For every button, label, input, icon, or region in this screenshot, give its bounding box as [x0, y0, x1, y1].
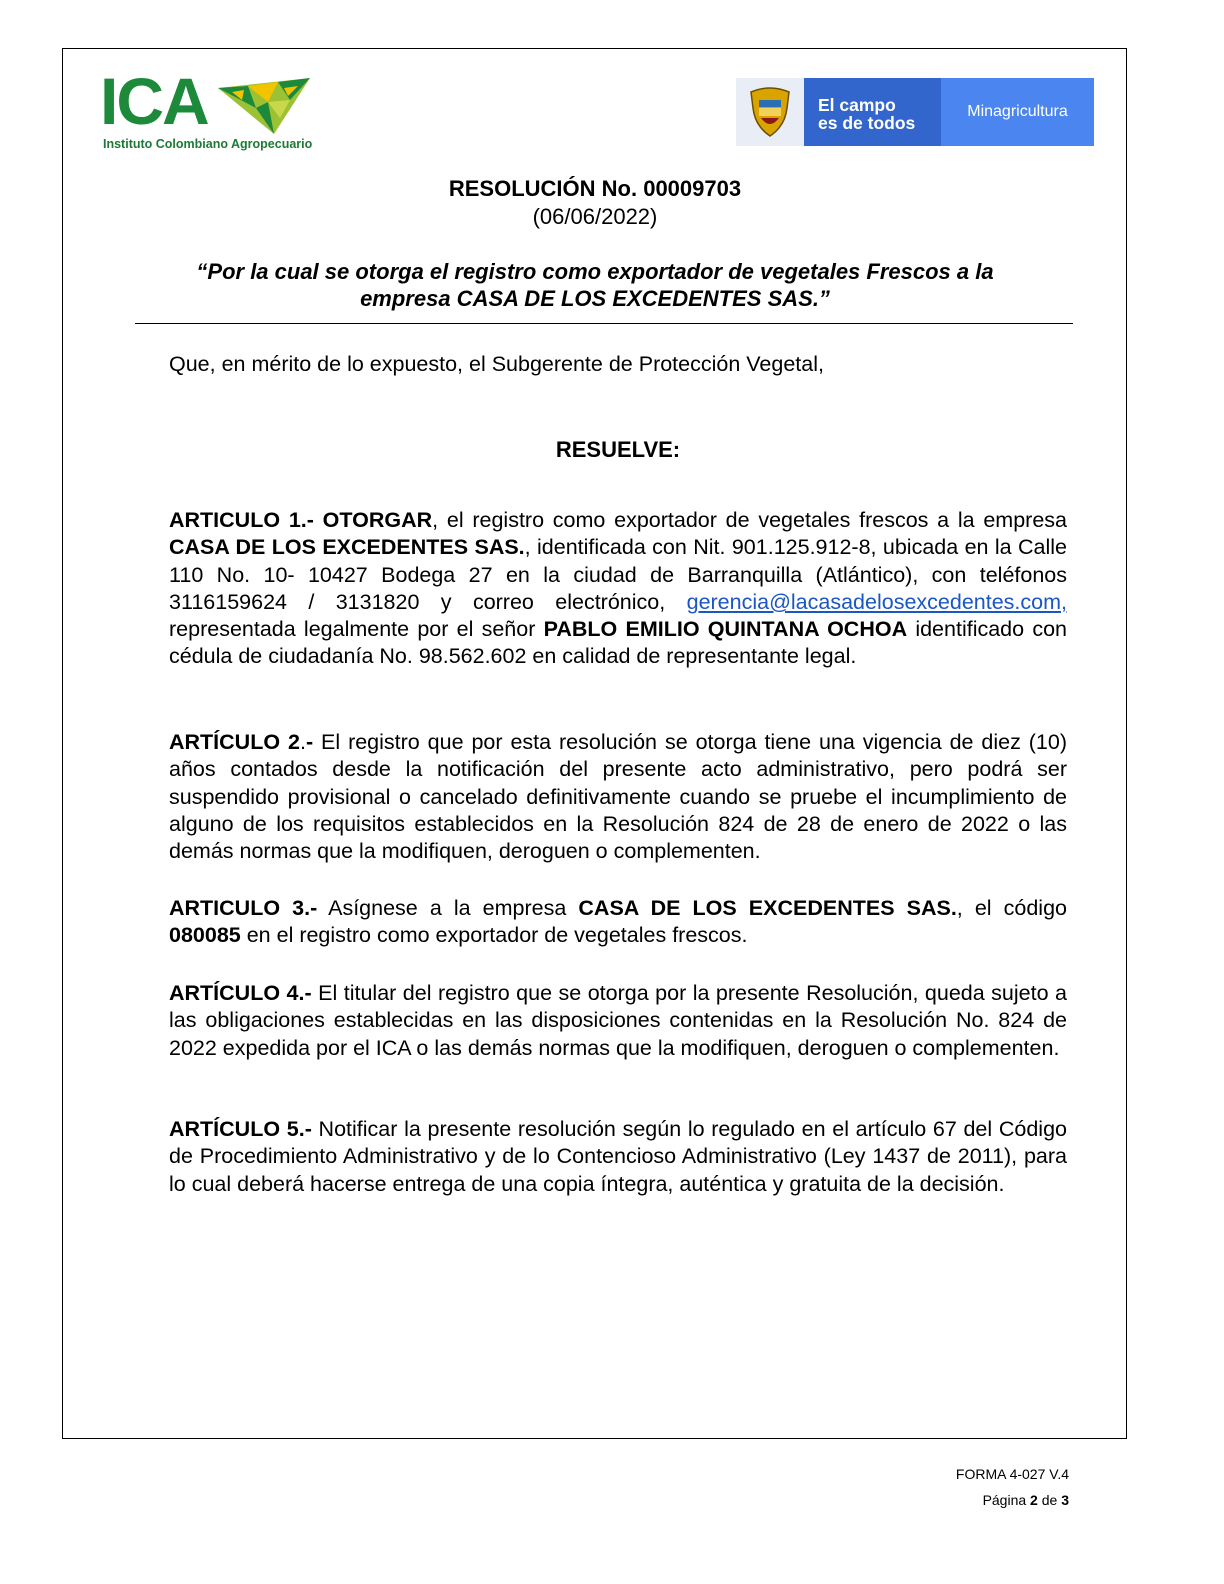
resuelve-heading: RESUELVE: [555, 437, 681, 462]
page-label: Página [982, 1492, 1031, 1508]
resolution-subject-line2: empresa CASA DE LOS EXCEDENTES SAS.” [360, 286, 830, 311]
article-5-text: Notificar la presente resolución según lo regulado en el artículo 67 del Código de Procedimiento Administrativo y de lo Contencioso Administrativo (Ley 1437 de 2011), para lo cual deberá hacerse entrega de una copia íntegra, auténtica y gratuita de la decisión. [169, 1117, 1067, 1196]
article-1-text1: , el registro como exportador de vegetales frescos a la empresa [432, 508, 1067, 532]
ica-logo [100, 64, 315, 152]
article-2 [169, 729, 1067, 865]
article-3-text3: en el registro como exportador de vegetales frescos. [240, 923, 748, 948]
article-2-heading-dot: . [299, 730, 306, 754]
article-1-company: CASA DE LOS EXCEDENTES SAS. [169, 535, 525, 560]
ica-logo-subtitle: Instituto Colombiano Agropecuario [103, 137, 313, 151]
divider [135, 323, 1073, 324]
resolution-subject-line1: “Por la cual se otorga el registro como exportador de vegetales Frescos a la [196, 259, 994, 284]
resolution-subject [140, 258, 1050, 312]
article-2-text: El registro que por esta resolución se otorga tiene una vigencia de diez (10) años contados desde la notificación del presente acto administrativo, pero podrá ser suspendido provisional o cancelado definitivamente cuando se pruebe el incumplimiento de alguno de los requisitos establecidos en la Resolución 824 de 28 de enero de 2022 o las demás normas que la modifiquen, deroguen o complementen. [169, 730, 1068, 864]
page-total: 3 [1061, 1492, 1069, 1508]
article-4 [169, 980, 1067, 1062]
article-3-text2: , el código [956, 896, 1067, 920]
article-4-text: El titular del registro que se otorga por la presente Resolución, queda sujeto a las obligaciones establecidas en las disposiciones contenidas en la Resolución No. 824 de 2022 expedida por el ICA o las demás normas que la modifiquen, deroguen o complementen. [169, 981, 1067, 1060]
article-1-text2: , identificada con Nit. 901.125.912-8, ubicada en la Calle 110 No. 10- 10427 Bodega 27 en la ciudad de Barranquilla (Atlántico), con teléfonos 3116159624 / 3131820 y correo electrónico, [169, 535, 1067, 614]
resolution-title: RESOLUCIÓN No. 00009703 [448, 176, 742, 201]
article-5 [169, 1116, 1067, 1198]
article-1-heading: ARTICULO 1.- OTORGAR [169, 508, 433, 532]
article-1-representative: PABLO EMILIO QUINTANA OCHOA [543, 617, 908, 642]
resolution-date: (06/06/2022) [532, 204, 658, 229]
form-code: FORMA 4-027 V.4 [955, 1466, 1069, 1482]
article-1 [169, 507, 1067, 671]
email-link[interactable]: gerencia@lacasadelosexcedentes.com, [686, 589, 1067, 614]
article-1-text3: representada legalmente por el señor [169, 617, 544, 642]
ica-leaf-mark-icon [218, 78, 310, 134]
gov-slogan [804, 78, 941, 146]
ica-logo-text: ICA [100, 64, 208, 138]
page-of: de [1037, 1492, 1062, 1508]
article-2-heading-part1: ARTÍCULO 2 [169, 730, 300, 754]
article-3-heading: ARTICULO 3.- [169, 896, 318, 920]
article-2-heading-part2: - [305, 730, 322, 754]
article-1-text4: identificado con cédula de ciudadanía No. 98.562.602 en calidad de representante legal. [169, 617, 1067, 669]
article-3-code: 080085 [169, 923, 241, 948]
intro-paragraph: Que, en mérito de lo expuesto, el Subgerente de Protección Vegetal, [169, 352, 824, 376]
gov-slogan-line1: El campo [818, 95, 896, 115]
ministry-label: Minagricultura [941, 78, 1094, 146]
gov-banner [736, 78, 1094, 146]
article-5-heading: ARTÍCULO 5.- [169, 1117, 312, 1141]
article-3 [169, 895, 1067, 950]
article-3-company: CASA DE LOS EXCEDENTES SAS. [578, 896, 957, 920]
gov-slogan-line2: es de todos [818, 113, 916, 133]
coat-of-arms-icon [736, 78, 804, 146]
article-4-heading: ARTÍCULO 4.- [169, 981, 312, 1005]
page-number [983, 1492, 1069, 1508]
page-current: 2 [1030, 1492, 1038, 1508]
article-3-text1: Asígnese a la empresa [317, 896, 579, 920]
